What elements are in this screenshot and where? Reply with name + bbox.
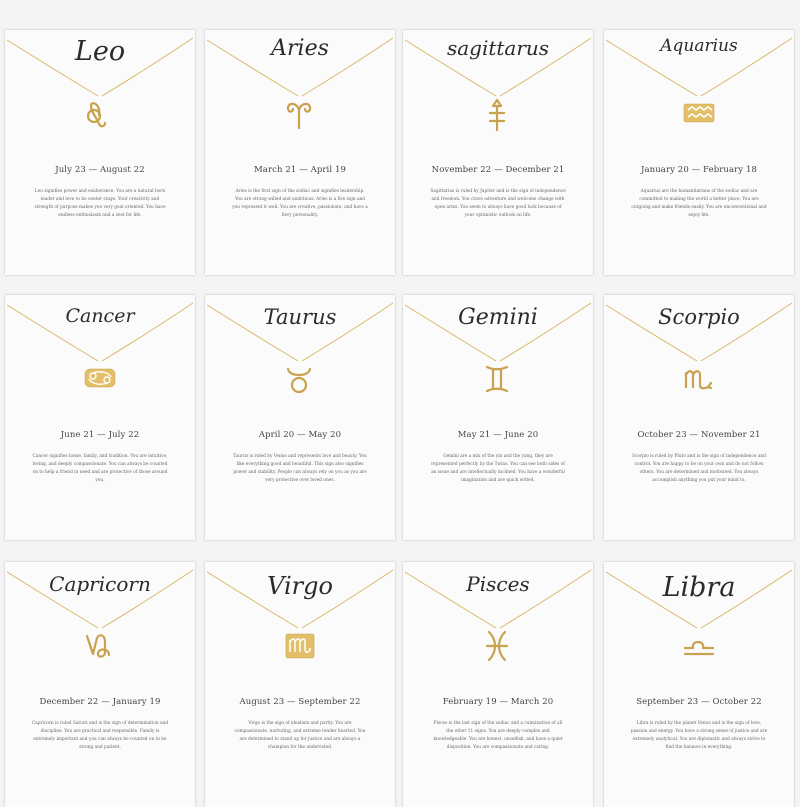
necklace-chain [205,30,395,275]
zodiac-description: Aries is the first sign of the zodiac and signifies leadership. You are strong willed and ambitious. Aries is a fire sign and you represent it well. You are creative, passionate, and have a fiery personality. [232,189,368,218]
zodiac-card-sagittarius [403,30,593,275]
zodiac-dates: March 21 — April 19 [254,165,346,175]
zodiac-card-virgo [205,562,395,807]
zodiac-card-aquarius [604,30,794,275]
gemini-icon [481,361,515,397]
zodiac-title: Taurus [263,305,337,329]
pisces-icon [481,628,515,664]
zodiac-title: Virgo [267,572,333,600]
zodiac-description: Capricorn is ruled Saturn and is the sign of determination and discipline. You are practical and responsible. Family is extremely important and you can always be counted on to be strong and patient. [31,721,169,750]
zodiac-description: Virgo is the sign of idealism and purity. You are compassionate, nurturing, and extreme tender hearted. You are determined to stand up for justice and are always a champion for the underrated. [234,721,366,750]
necklace-chain [403,295,593,540]
necklace-chain [604,30,794,275]
zodiac-description: Libra is ruled by the planet Venus and is the sign of love, passion and energy. You have a strong sense of justice and are extremely analytical. You are diplomatic and always strive to find the balance in everything. [630,721,768,750]
zodiac-dates: April 20 — May 20 [258,430,342,440]
zodiac-card-libra [604,562,794,807]
zodiac-title: Pisces [466,572,530,596]
zodiac-description: Aquarius are the humanitarians of the zodiac and are committed to making the world a better place. You are outgoing and make friends easily. You are unconventional and enjoy life. [631,189,767,218]
necklace-chain [403,30,593,275]
zodiac-card-aries [205,30,395,275]
zodiac-dates: August 23 — September 22 [239,697,361,707]
zodiac-card-scorpio [604,295,794,540]
zodiac-title: Capricorn [49,572,151,596]
zodiac-title: Leo [74,36,126,67]
zodiac-description: Leo signifies power and exuberance. You are a natural born leader and love to be center stage. Your creativity and strength of purpose makes you very goal oriented. You have endless enthusiasm and a zest for life. [34,189,166,218]
zodiac-dates: May 21 — June 20 [457,430,539,440]
zodiac-card-taurus [205,295,395,540]
zodiac-card-cancer [5,295,195,540]
zodiac-dates: February 19 — March 20 [442,697,554,707]
necklace-chain [5,295,195,540]
zodiac-title: Cancer [65,305,135,327]
necklace-chain [5,562,195,807]
zodiac-dates: November 22 — December 21 [431,165,565,175]
taurus-icon [283,361,317,397]
necklace-chain [604,295,794,540]
scorpio-icon [682,361,716,397]
zodiac-title: sagittarus [446,36,550,60]
zodiac-description: Pisces is the last sign of the zodiac and a culmination of all the other 11 signs. You are deeply complex and knowledgeable. You are honest, unselfish, and have a quiet disposition. You are compassionate and caring. [433,721,563,750]
capricorn-icon [83,628,117,664]
zodiac-title: Aquarius [660,36,738,56]
sagittarius-icon [481,96,515,132]
zodiac-card-leo [5,30,195,275]
zodiac-dates: June 21 — July 22 [60,430,140,440]
zodiac-title: Libra [662,572,736,603]
aquarius-icon [682,96,716,132]
necklace-chain [403,562,593,807]
zodiac-dates: September 23 — October 22 [636,697,762,707]
necklace-chain [205,295,395,540]
zodiac-title: Aries [271,36,329,61]
aries-icon [283,96,317,132]
cancer-icon [83,361,117,397]
leo-icon [83,96,117,132]
zodiac-card-capricorn [5,562,195,807]
zodiac-description: Cancer signifies home, family, and tradition. You are intuitive, loving, and deeply compassionate. You can always be counted on to help a friend in need and are protective of those around you. [32,454,168,483]
libra-icon [682,628,716,664]
zodiac-card-gemini [403,295,593,540]
zodiac-description: Taurus is ruled by Venus and represents love and beauty. You like everything good and beautiful. This sign also signifies power and stability. People can always rely on you as you are very protective over loved ones. [233,454,367,483]
zodiac-dates: January 20 — February 18 [640,165,758,175]
zodiac-dates: December 22 — January 19 [39,697,161,707]
zodiac-dates: October 23 — November 21 [637,430,761,440]
zodiac-title: Scorpio [658,305,740,329]
zodiac-description: Sagittarius is ruled by Jupiter and is the sign of independence and freedom. You crave adventure and welcome change with open arms. You seem to always have good luck because of your optimistic outlook on life. [430,189,566,218]
virgo-icon [283,628,317,664]
zodiac-card-pisces [403,562,593,807]
zodiac-description: Gemini are a mix of the yin and the yang, they are represented perfectly by the Twins. You can see both sides of an issue and are intellectually inclined. You have a wonderful imagination and are quick witted. [431,454,565,483]
zodiac-title: Gemini [458,305,538,330]
zodiac-description: Scorpio is ruled by Pluto and is the sign of independence and control. You are happy to be on your own and do not follow others. You are determined and motivated. You always accomplish anything you put your mind to. [632,454,766,483]
zodiac-dates: July 23 — August 22 [55,165,145,175]
